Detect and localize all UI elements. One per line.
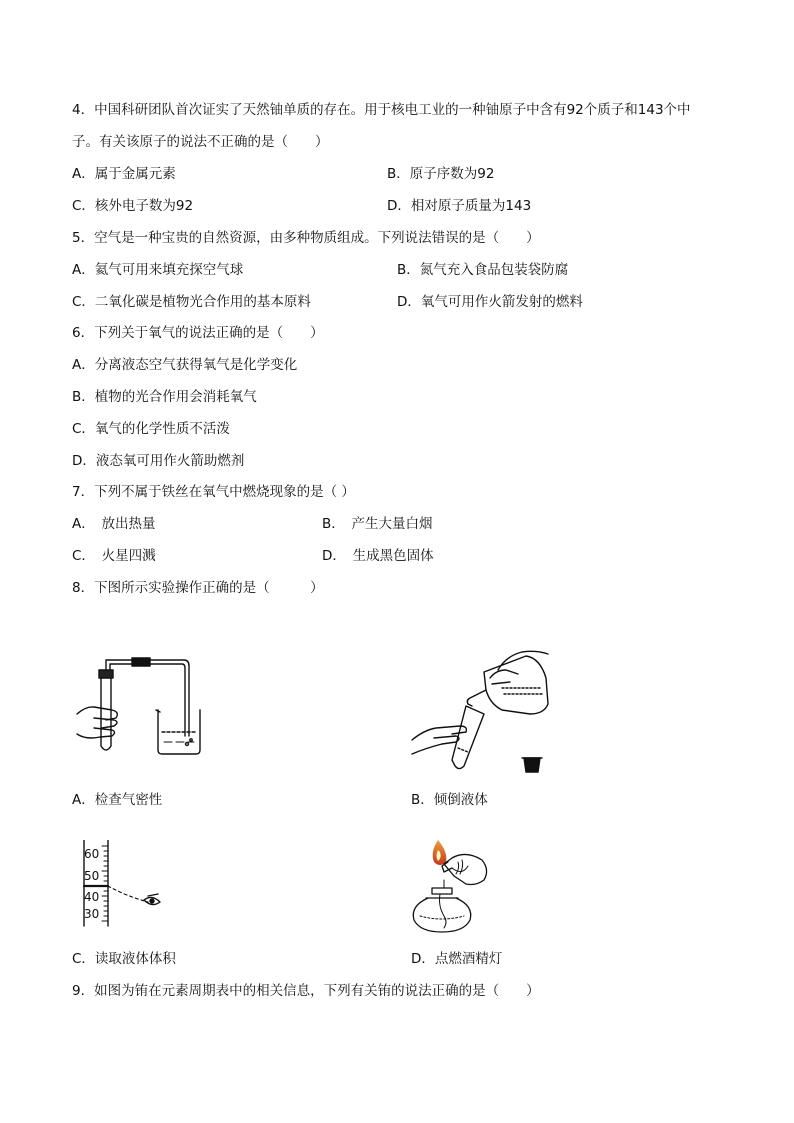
q8-option-c: C．读取液体体积: [72, 951, 176, 967]
q5-stem: 5．空气是一种宝贵的自然资源，由多种物质组成。下列说法错误的是（ ）: [72, 230, 540, 246]
figure-lighting-alcohol-lamp: [404, 836, 500, 938]
cylinder-tick-40: 40: [84, 890, 100, 904]
q7-stem: 7．下列不属于铁丝在氧气中燃烧现象的是（ ）: [72, 484, 355, 500]
q4-option-d: D．相对原子质量为143: [387, 198, 532, 214]
figure-airtightness-check: [72, 656, 212, 758]
q4-option-b: B．原子序数为92: [387, 166, 495, 182]
q8-stem: 8．下图所示实验操作正确的是（ ）: [72, 580, 324, 596]
q4-option-c: C．核外电子数为92: [72, 198, 194, 214]
q7-option-c: C． 火星四溅: [72, 548, 156, 564]
figure-pouring-liquid: [406, 648, 556, 776]
q7-option-a: A． 放出热量: [72, 516, 156, 532]
cylinder-tick-30: 30: [84, 907, 100, 921]
q8-option-a: A．检查气密性: [72, 792, 163, 808]
q4-stem-line2: 子。有关该原子的说法不正确的是（ ）: [72, 134, 329, 150]
q5-option-c: C．二氧化碳是植物光合作用的基本原料: [72, 294, 311, 310]
q5-option-a: A．氦气可用来填充探空气球: [72, 262, 244, 278]
q7-option-d: D． 生成黑色固体: [322, 548, 434, 564]
q6-option-b: B．植物的光合作用会消耗氧气: [72, 389, 257, 405]
q9-stem: 9．如图为铕在元素周期表中的相关信息，下列有关铕的说法正确的是（ ）: [72, 983, 540, 999]
q4-option-a: A．属于金属元素: [72, 166, 176, 182]
q6-option-d: D．液态氧可用作火箭助燃剂: [72, 453, 245, 469]
q7-option-b: B． 产生大量白烟: [322, 516, 433, 532]
q8-option-b: B．倾倒液体: [411, 792, 488, 808]
cylinder-tick-50: 50: [84, 869, 100, 883]
q8-option-d: D．点燃酒精灯: [411, 951, 503, 967]
q5-option-b: B．氮气充入食品包装袋防腐: [397, 262, 569, 278]
q4-stem-line1: 4．中国科研团队首次证实了天然铀单质的存在。用于核电工业的一种铀原子中含有92个质子和143个中: [72, 102, 691, 118]
q6-option-a: A．分离液态空气获得氧气是化学变化: [72, 357, 298, 373]
q6-option-c: C．氧气的化学性质不活泼: [72, 421, 230, 437]
q5-option-d: D．氧气可用作火箭发射的燃料: [397, 294, 583, 310]
q6-stem: 6．下列关于氧气的说法正确的是（ ）: [72, 325, 324, 341]
cylinder-tick-60: 60: [84, 847, 100, 861]
